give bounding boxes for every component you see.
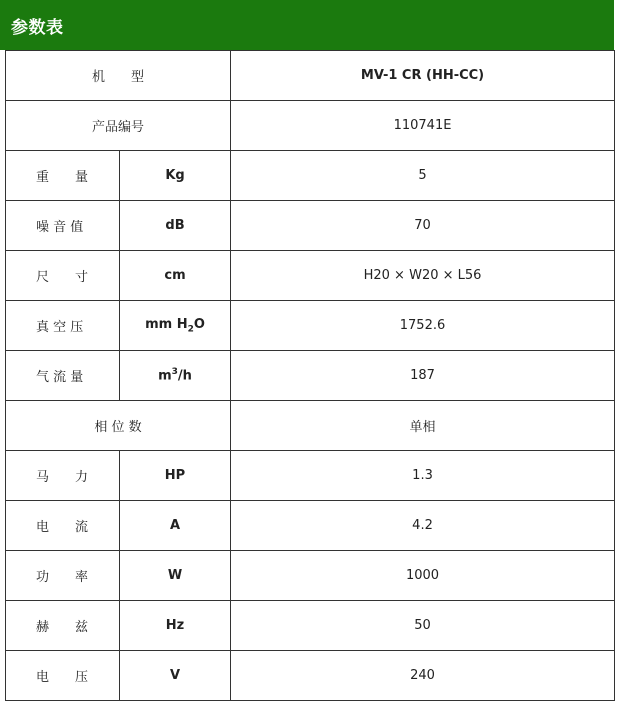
row-label: 功 率 — [6, 551, 120, 601]
row-label: 产品编号 — [6, 101, 231, 151]
row-unit: Hz — [120, 601, 231, 651]
row-unit: V — [120, 651, 231, 701]
row-label: 电 压 — [6, 651, 120, 701]
row-label: 机 型 — [6, 51, 231, 101]
row-value: 110741E — [231, 101, 615, 151]
row-value: 187 — [231, 351, 615, 401]
table-row — [6, 501, 615, 551]
table-header — [0, 0, 614, 50]
row-value: 4.2 — [231, 501, 615, 551]
row-label: 电 流 — [6, 501, 120, 551]
row-label: 赫 兹 — [6, 601, 120, 651]
row-label: 尺 寸 — [6, 251, 120, 301]
row-unit: HP — [120, 451, 231, 501]
unit-tail: /h — [177, 368, 192, 384]
table-row — [6, 651, 615, 701]
unit-superscript: 3 — [171, 367, 178, 378]
row-unit: A — [120, 501, 231, 551]
row-unit: Kg — [120, 151, 231, 201]
row-unit: dB — [120, 201, 231, 251]
row-value: 单相 — [231, 401, 615, 451]
table-row — [6, 401, 615, 451]
table-row — [6, 151, 615, 201]
row-label: 相 位 数 — [6, 401, 231, 451]
unit-subscript: 2 — [187, 324, 194, 335]
row-label: 真 空 压 — [6, 301, 120, 351]
table-row — [6, 551, 615, 601]
row-value: MV-1 CR (HH-CC) — [231, 51, 615, 101]
row-label: 气 流 量 — [6, 351, 120, 401]
unit-main: mm H — [145, 316, 188, 332]
row-unit — [120, 351, 231, 401]
row-value: 5 — [231, 151, 615, 201]
row-value: 1.3 — [231, 451, 615, 501]
row-value: H20 × W20 × L56 — [231, 251, 615, 301]
table-row — [6, 451, 615, 501]
row-value: 70 — [231, 201, 615, 251]
row-unit: cm — [120, 251, 231, 301]
row-value: 50 — [231, 601, 615, 651]
table-row — [6, 51, 615, 101]
table-row — [6, 351, 615, 401]
row-label: 马 力 — [6, 451, 120, 501]
row-value: 1752.6 — [231, 301, 615, 351]
table-row — [6, 601, 615, 651]
row-label: 重 量 — [6, 151, 120, 201]
table-row — [6, 251, 615, 301]
table-row — [6, 301, 615, 351]
row-label: 噪 音 值 — [6, 201, 120, 251]
table-row — [6, 101, 615, 151]
row-value: 1000 — [231, 551, 615, 601]
unit-main: m — [158, 368, 172, 384]
unit-tail: O — [193, 316, 205, 332]
row-value: 240 — [231, 651, 615, 701]
row-unit — [120, 301, 231, 351]
table-row — [6, 201, 615, 251]
header-title: 参数表 — [11, 18, 64, 38]
row-unit: W — [120, 551, 231, 601]
spec-table — [5, 50, 615, 701]
